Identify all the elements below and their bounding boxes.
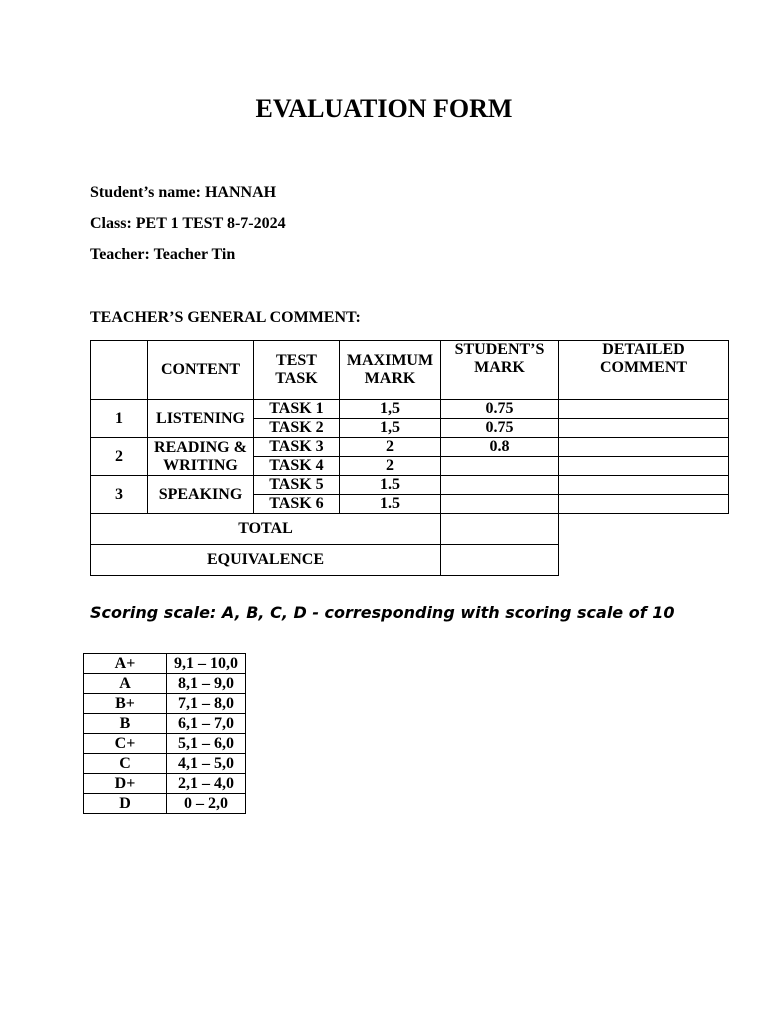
header-student-mark: STUDENT’S MARK [441,341,559,400]
total-value [441,514,559,545]
evaluation-table [90,340,729,576]
row-max-mark: 1.5 [340,476,441,495]
row-max-mark: 2 [340,438,441,457]
row-content: LISTENING [148,400,254,438]
row-student-mark: 0.75 [441,419,559,438]
row-task: TASK 6 [254,495,340,514]
header-test-task: TEST TASK [254,341,340,400]
scale-row [84,654,246,674]
scale-row [84,674,246,694]
scale-grade: A+ [84,654,167,674]
row-student-mark [441,476,559,495]
row-comment [559,476,729,495]
equivalence-label: EQUIVALENCE [91,545,441,576]
class-value: PET 1 TEST 8-7-2024 [135,215,286,232]
scale-grade: C [84,754,167,774]
header-max-mark: MAXIMUM MARK [340,341,441,400]
class-label: Class: [90,215,132,232]
scoring-scale-note: Scoring scale: A, B, C, D - corresponding with scoring scale of 10 [90,603,675,622]
scale-grade: C+ [84,734,167,754]
scale-grade: B+ [84,694,167,714]
scale-row [84,774,246,794]
scale-row [84,734,246,754]
row-student-mark: 0.8 [441,438,559,457]
student-name-value: HANNAH [204,184,277,201]
row-comment [559,419,729,438]
scale-row [84,694,246,714]
scoring-scale-table [83,653,246,814]
header-content: CONTENT [148,341,254,400]
row-student-mark [441,457,559,476]
student-name-line [90,184,276,202]
student-name-label: Student’s name: [90,184,201,201]
scale-grade: A [84,674,167,694]
row-comment [559,495,729,514]
row-comment [559,438,729,457]
scale-row [84,714,246,734]
scale-grade: D+ [84,774,167,794]
scale-range: 7,1 – 8,0 [167,694,246,714]
row-number: 1 [91,400,148,438]
equivalence-value [441,545,559,576]
row-task: TASK 5 [254,476,340,495]
row-student-mark: 0.75 [441,400,559,419]
row-max-mark: 1.5 [340,495,441,514]
scale-range: 0 – 2,0 [167,794,246,814]
scale-row [84,794,246,814]
scale-range: 6,1 – 7,0 [167,714,246,734]
row-comment [559,400,729,419]
row-content: READING & WRITING [148,438,254,476]
scale-range: 8,1 – 9,0 [167,674,246,694]
row-content: SPEAKING [148,476,254,514]
row-student-mark [441,495,559,514]
row-number: 3 [91,476,148,514]
row-task: TASK 4 [254,457,340,476]
scale-grade: B [84,714,167,734]
empty-cell [559,545,729,576]
equivalence-row [91,545,729,576]
scale-range: 4,1 – 5,0 [167,754,246,774]
teacher-value: Teacher Tin [153,246,236,263]
row-max-mark: 2 [340,457,441,476]
row-max-mark: 1,5 [340,400,441,419]
scale-range: 2,1 – 4,0 [167,774,246,794]
header-detailed-comment: DETAILED COMMENT [559,341,729,400]
class-line [90,215,286,233]
teacher-label: Teacher: [90,246,150,263]
teacher-line [90,246,235,264]
scale-grade: D [84,794,167,814]
header-number [91,341,148,400]
scale-range: 5,1 – 6,0 [167,734,246,754]
total-label: TOTAL [91,514,441,545]
empty-cell [559,514,729,545]
scale-row [84,754,246,774]
row-task: TASK 2 [254,419,340,438]
table-row [91,476,729,495]
row-task: TASK 3 [254,438,340,457]
row-comment [559,457,729,476]
row-max-mark: 1,5 [340,419,441,438]
general-comment-label: TEACHER’S GENERAL COMMENT: [90,309,361,326]
table-row [91,438,729,457]
row-number: 2 [91,438,148,476]
scale-range: 9,1 – 10,0 [167,654,246,674]
table-row [91,400,729,419]
form-title: EVALUATION FORM [255,94,513,123]
table-header-row [91,341,729,400]
row-task: TASK 1 [254,400,340,419]
total-row [91,514,729,545]
